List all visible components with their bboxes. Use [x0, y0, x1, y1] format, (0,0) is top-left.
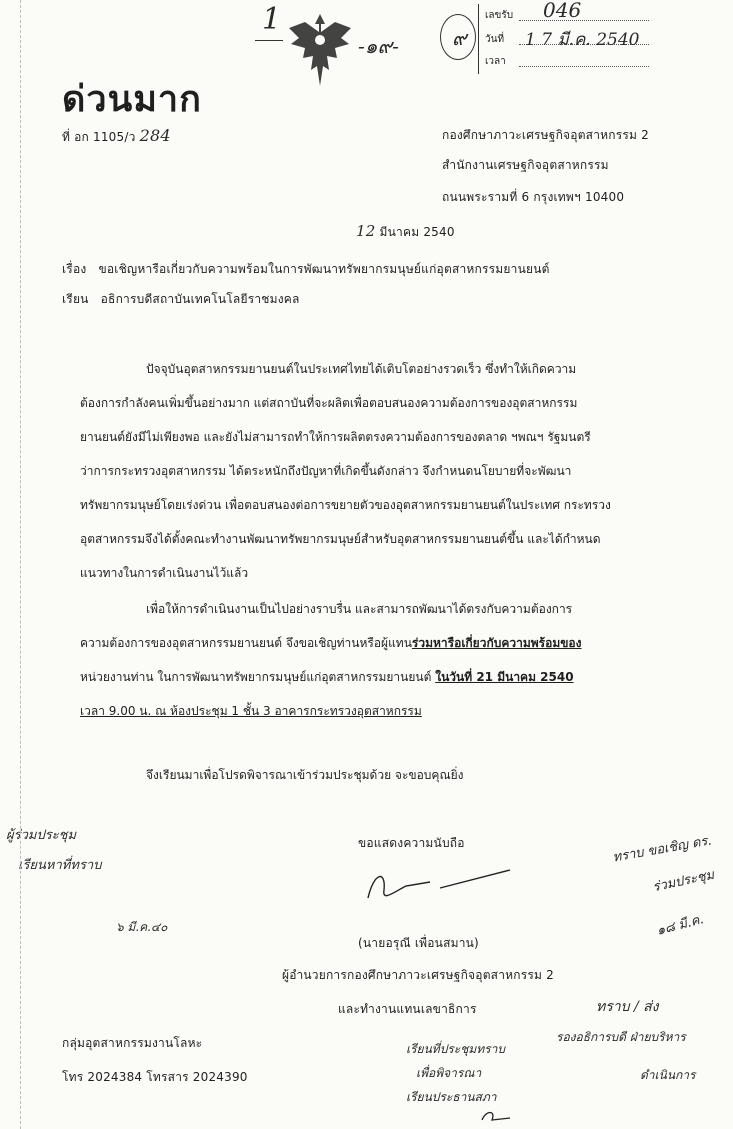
- body-p1-line: ต้องการกำลังคนเพิ่มขึ้นอย่างมาก แต่สถาบันที่จะผลิตเพื่อตอบสนองความต้องการของอุตสาหกรรม: [80, 396, 578, 410]
- subject-label: เรื่อง: [62, 262, 87, 276]
- body-p1-line: ปัจจุบันอุตสาหกรรมยานยนต์ในประเทศไทยได้เติบโตอย่างรวดเร็ว ซึ่งทำให้เกิดความ: [146, 362, 577, 376]
- body-p2-line3b: ในวันที่ 21 มีนาคม 2540: [435, 670, 574, 684]
- annotation-left1: ผู้ร่วมประชุม: [6, 828, 77, 843]
- circled-number-text: ๙: [452, 26, 467, 50]
- annotation-right2: ร่วมประชุม: [651, 867, 716, 896]
- signer-name: (นายอรุณี เพื่อนสมาน): [358, 936, 479, 950]
- annotation-sig1: เรียนที่ประชุมทราบ: [406, 1042, 505, 1056]
- regards: ขอแสดงความนับถือ: [358, 836, 465, 850]
- margin-edge: [20, 0, 21, 1129]
- top-mark-underline: [255, 40, 283, 41]
- annotation-right5: รองอธิการบดี ฝ่ายบริหาร: [556, 1030, 686, 1044]
- body-p1-line: ทรัพยากรมนุษย์โดยเร่งด่วน เพื่อตอบสนองต่อการขยายตัวของอุตสาหกรรมยานยนต์ในประเทศ กระทรวง: [80, 498, 611, 512]
- body-p1-line: ยานยนต์ยังมีไม่เพียงพอ และยังไม่สามารถทำให้การผลิตตรงความต้องการของตลาด ฯพณฯ รัฐมนตรี: [80, 430, 591, 444]
- reference-number: [62, 126, 171, 147]
- signer-title1: ผู้อำนวยการกองศึกษาภาวะเศรษฐกิจอุตสาหกรรม 2: [282, 968, 554, 982]
- sender-line2: สำนักงานเศรษฐกิจอุตสาหกรรม: [442, 158, 609, 172]
- body-p1-line: ว่าการกระทรวงอุตสาหกรรม ได้ตระหนักถึงปัญหาที่เกิดขึ้นดังกล่าว จึงกำหนดนโยบายที่จะพัฒนา: [80, 464, 572, 478]
- contact-phone: โทร 2024384 โทรสาร 2024390: [62, 1070, 248, 1084]
- signature-scribble-icon: [360, 862, 520, 912]
- annotation-right3: ๑๘ มี.ค.: [655, 912, 706, 939]
- body-p2-line2: [80, 634, 582, 653]
- contact-division: กลุ่มอุตสาหกรรมงานโลหะ: [62, 1036, 203, 1050]
- garuda-emblem-icon: [285, 10, 355, 90]
- annotation-right4: ทราบ / ส่ง: [596, 999, 659, 1015]
- sender-line3: ถนนพระรามที่ 6 กรุงเทพฯ 10400: [442, 190, 625, 204]
- urgent-heading: ด่วนมาก: [62, 78, 202, 120]
- body-p1-line: อุตสาหกรรมจึงได้ตั้งคณะทำงานพัฒนาทรัพยากรมนุษย์สำหรับอุตสาหกรรมยานยนต์ขึ้น และได้กำหนด: [80, 532, 601, 546]
- letter-date-text: มีนาคม 2540: [379, 225, 455, 239]
- annotation-sig2: เพื่อพิจารณา: [416, 1066, 482, 1080]
- annotation-right1: ทราบ ขอเชิญ ดร.: [611, 833, 713, 866]
- body-p2-line2b: ร่วมหารือเกี่ยวกับความพร้อมของ: [411, 636, 582, 650]
- receipt-no-value: 046: [543, 0, 582, 22]
- annotation-right6: ดำเนินการ: [640, 1068, 696, 1082]
- letter-date: [356, 222, 455, 242]
- reference-number-text: ที่ อก 1105/ว: [62, 130, 136, 144]
- letter-date-day: 12: [356, 222, 376, 240]
- body-p1-line: แนวทางในการดำเนินงานไว้แล้ว: [80, 566, 249, 580]
- signer-title2: และทำงานแทนเลขาธิการ: [338, 1002, 477, 1016]
- body-p2-line4: เวลา 9.00 น. ณ ห้องประชุม 1 ชั้น 3 อาคารกระทรวงอุตสาหกรรม: [80, 704, 422, 718]
- receipt-date-label: วันที่: [485, 34, 505, 45]
- receipt-date-value: 1 7 มี.ค. 2540: [525, 30, 640, 50]
- sender-line1: กองศึกษาภาวะเศรษฐกิจอุตสาหกรรม 2: [442, 128, 649, 142]
- body-p2-line1: เพื่อให้การดำเนินงานเป็นไปอย่างราบรื่น และสามารถพัฒนาได้ตรงกับความต้องการ: [146, 602, 573, 616]
- recipient-label: เรียน: [62, 292, 89, 306]
- recipient-text: อธิการบดีสถาบันเทคโนโลยีราชมงคล: [100, 292, 300, 306]
- receipt-stamp: [478, 0, 657, 74]
- annotation-left-date: ๖ มี.ค.๔๐: [116, 920, 168, 934]
- recipient-line: [62, 290, 300, 309]
- body-p2-line3a: หน่วยงานท่าน ในการพัฒนาทรัพยากรมนุษย์แก่อุตสาหกรรมยานยนต์: [80, 670, 432, 684]
- annotation-sig3: เรียนประธานสภา: [406, 1090, 497, 1104]
- subject-line: [62, 260, 550, 279]
- receipt-no-label: เลขรับ: [485, 10, 514, 21]
- annotation-left2: เรียนหาที่ทราบ: [18, 858, 102, 873]
- subject-text: ขอเชิญหารือเกี่ยวกับความพร้อมในการพัฒนาทรัพยากรมนุษย์แก่อุตสาหกรรมยานยนต์: [98, 262, 550, 276]
- page-number: -๑๙-: [358, 34, 399, 58]
- closing-line: จึงเรียนมาเพื่อโปรดพิจารณาเข้าร่วมประชุมด้วย จะขอบคุณยิ่ง: [146, 768, 464, 782]
- body-p2-line2a: ความต้องการของอุตสาหกรรมยานยนต์ จึงขอเชิญท่านหรือผู้แทน: [80, 636, 412, 650]
- initials-scribble-icon: [476, 1106, 516, 1128]
- reference-number-hand: 284: [139, 126, 171, 145]
- receipt-time-label: เวลา: [485, 56, 506, 67]
- body-p2-line3: [80, 668, 574, 687]
- top-mark: 1: [262, 2, 282, 37]
